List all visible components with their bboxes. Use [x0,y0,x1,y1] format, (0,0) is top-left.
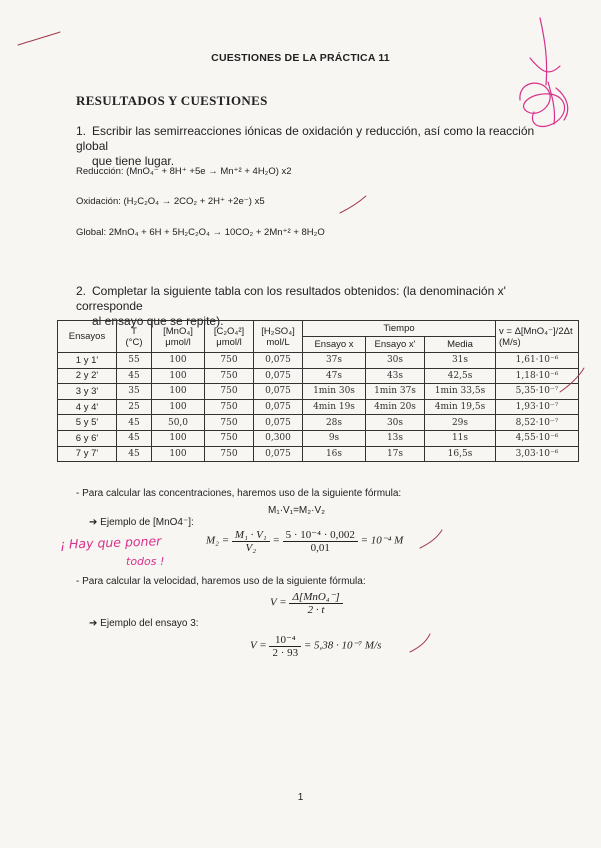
header-t: T (°C) [117,321,152,353]
cell-ensayo-xp: 30s [366,415,425,431]
cell-velocidad: 4,55·10⁻⁶ [496,430,579,446]
cell-c2o4: 750 [205,384,254,400]
handwritten-note-line2: todos ! [126,555,165,568]
example-3 [89,618,199,629]
v-numerator: Δ[MnO₄⁻] [289,590,342,604]
example-3-label: Ejemplo del ensayo 3: [100,618,199,629]
table-row [58,415,579,431]
v3-numerator: 10⁻⁴ [269,633,301,647]
cell-mno4: 100 [152,368,205,384]
m2-calculation: M₂ = $\frac{\text{M₁ · V₁}}{\text{V₂}}$ = $\frac{\text{5 · 10⁻⁴ · 0,002}}{0,01}$ = 10⁻⁴ M [206,528,404,554]
cell-mno4: 100 [152,430,205,446]
cell-ensayo-xp: 13s [366,430,425,446]
header-tiempo: Tiempo [303,321,496,337]
header-ensayo-x: Ensayo x [303,337,366,353]
cell-ensayo: 1 y 1' [58,353,117,369]
cell-ensayo-x: 1min 30s [303,384,366,400]
cell-mno4: 100 [152,399,205,415]
page-title: CUESTIONES DE LA PRÁCTICA 11 [211,52,390,64]
cell-ensayo-x: 9s [303,430,366,446]
global-equation: Global: 2MnO₄ + 6H + 5H₂C₂O₄ → 10CO₂ + 2Mn⁺² + 8H₂O [76,227,325,238]
cell-velocidad: 5,35·10⁻⁷ [496,384,579,400]
cell-mno4: 50,0 [152,415,205,431]
m2-lhs: M₂ = [206,534,230,547]
section-heading: RESULTADOS Y CUESTIONES [76,93,268,108]
cell-h2so4: 0,075 [254,384,303,400]
cell-t: 45 [117,446,152,462]
cell-ensayo-xp: 30s [366,353,425,369]
cell-ensayo-x: 47s [303,368,366,384]
v3-result: = 5,38 · 10⁻⁷ M/s [303,639,382,652]
cell-mno4: 100 [152,353,205,369]
cell-media: 42,5s [425,368,496,384]
question-1-text-line1: Escribir las semirreacciones iónicas de oxidación y reducción, así como la reacción global [76,124,535,153]
cell-c2o4: 750 [205,446,254,462]
cell-h2so4: 0,075 [254,446,303,462]
cell-velocidad: 1,93·10⁻⁷ [496,399,579,415]
cell-ensayo-xp: 4min 20s [366,399,425,415]
reduction-equation: Reducción: (MnO₄⁻ + 8H⁺ +5e → Mn⁺² + 4H₂O) x2 [76,166,292,177]
table-row [58,353,579,369]
cell-t: 25 [117,399,152,415]
m2-denominator-2: 0,01 [310,542,330,554]
cell-ensayo: 4 y 4' [58,399,117,415]
arrow-right-icon: ➔ [89,618,98,629]
cell-velocidad: 1,61·10⁻⁶ [496,353,579,369]
cell-ensayo: 5 y 5' [58,415,117,431]
cell-t: 45 [117,368,152,384]
cell-ensayo-x: 37s [303,353,366,369]
cell-media: 4min 19,5s [425,399,496,415]
header-ensayos: Ensayos [58,321,117,353]
cell-c2o4: 750 [205,415,254,431]
cell-h2so4: 0,075 [254,415,303,431]
velocity-intro: - Para calcular la velocidad, haremos uso de la siguiente fórmula: [76,576,366,587]
velocity-formula [270,590,343,616]
cell-t: 55 [117,353,152,369]
cell-ensayo-xp: 17s [366,446,425,462]
table-row [58,368,579,384]
cell-h2so4: 0,075 [254,399,303,415]
example-mno4-label: Ejemplo de [MnO4⁻]: [100,517,194,528]
cell-velocidad: 3,03·10⁻⁶ [496,446,579,462]
handwritten-note: ¡ Hay que poner [59,533,162,552]
cell-media: 16,5s [425,446,496,462]
cell-h2so4: 0,075 [254,353,303,369]
results-table [57,320,579,462]
cell-media: 1min 33,5s [425,384,496,400]
table-row [58,446,579,462]
cell-t: 35 [117,384,152,400]
header-mno4: [MnO₄] μmol/l [152,321,205,353]
cell-ensayo: 7 y 7' [58,446,117,462]
m2-fraction-2 [283,528,358,554]
cell-c2o4: 750 [205,399,254,415]
cell-t: 45 [117,415,152,431]
m2-numerator-1: M₁ · V₁ [232,529,270,542]
cell-velocidad: 8,52·10⁻⁷ [496,415,579,431]
m2-numerator-2: 5 · 10⁻⁴ · 0,002 [283,528,358,542]
header-media: Media [425,337,496,353]
cell-ensayo-x: 4min 19s [303,399,366,415]
cell-mno4: 100 [152,384,205,400]
header-c2o4: [C₂O₄²] μmol/l [205,321,254,353]
cell-t: 45 [117,430,152,446]
cell-ensayo-xp: 1min 37s [366,384,425,400]
question-2-number: 2. [76,284,87,298]
page-number: 1 [297,792,304,803]
question-1 [76,124,561,169]
v-denominator: 2 · t [307,604,325,616]
question-2-text-line2: al ensayo que se repite). [92,314,224,328]
cell-h2so4: 0,075 [254,368,303,384]
cell-media: 31s [425,353,496,369]
cell-c2o4: 750 [205,368,254,384]
concentration-intro: - Para calcular las concentraciones, haremos uso de la siguiente fórmula: [76,488,402,499]
cell-mno4: 100 [152,446,205,462]
oxidation-equation: Oxidación: (H₂C₂O₄ → 2CO₂ + 2H⁺ +2e⁻) x5 [76,196,265,207]
header-velocidad: v = Δ[MnO₄⁻]/2Δt (M/s) [496,321,579,353]
cell-ensayo: 2 y 2' [58,368,117,384]
v3-fraction [269,633,301,659]
cell-media: 29s [425,415,496,431]
m2-denominator-1: V₂ [245,541,257,554]
v3-lhs: V = [250,639,267,652]
question-2-text-line1: Completar la siguiente tabla con los resultados obtenidos: (la denominación x' corresponde [76,284,506,313]
velocity-calculation [250,633,381,659]
table-row [58,430,579,446]
cell-ensayo: 3 y 3' [58,384,117,400]
table-row [58,399,579,415]
m2-fraction-1 [232,529,270,554]
cell-c2o4: 750 [205,353,254,369]
arrow-right-icon: ➔ [89,517,98,528]
v-lhs: V = [270,596,287,609]
m2-result: = 10⁻⁴ M [360,534,404,547]
cell-ensayo-xp: 43s [366,368,425,384]
table-row [58,384,579,400]
cell-ensayo-x: 28s [303,415,366,431]
v3-denominator: 2 · 93 [272,647,299,659]
example-mno4 [89,517,194,528]
dilution-formula: M₁·V₁=M₂·V₂ [268,505,326,516]
cell-velocidad: 1,18·10⁻⁶ [496,368,579,384]
cell-media: 11s [425,430,496,446]
cell-ensayo-x: 16s [303,446,366,462]
cell-c2o4: 750 [205,430,254,446]
header-h2so4: [H₂SO₄] mol/L [254,321,303,353]
cell-h2so4: 0,300 [254,430,303,446]
question-1-number: 1. [76,124,87,138]
v-fraction [289,590,342,616]
cell-ensayo: 6 y 6' [58,430,117,446]
question-1-text-line2: que tiene lugar. [92,154,175,168]
header-ensayo-xp: Ensayo x' [366,337,425,353]
